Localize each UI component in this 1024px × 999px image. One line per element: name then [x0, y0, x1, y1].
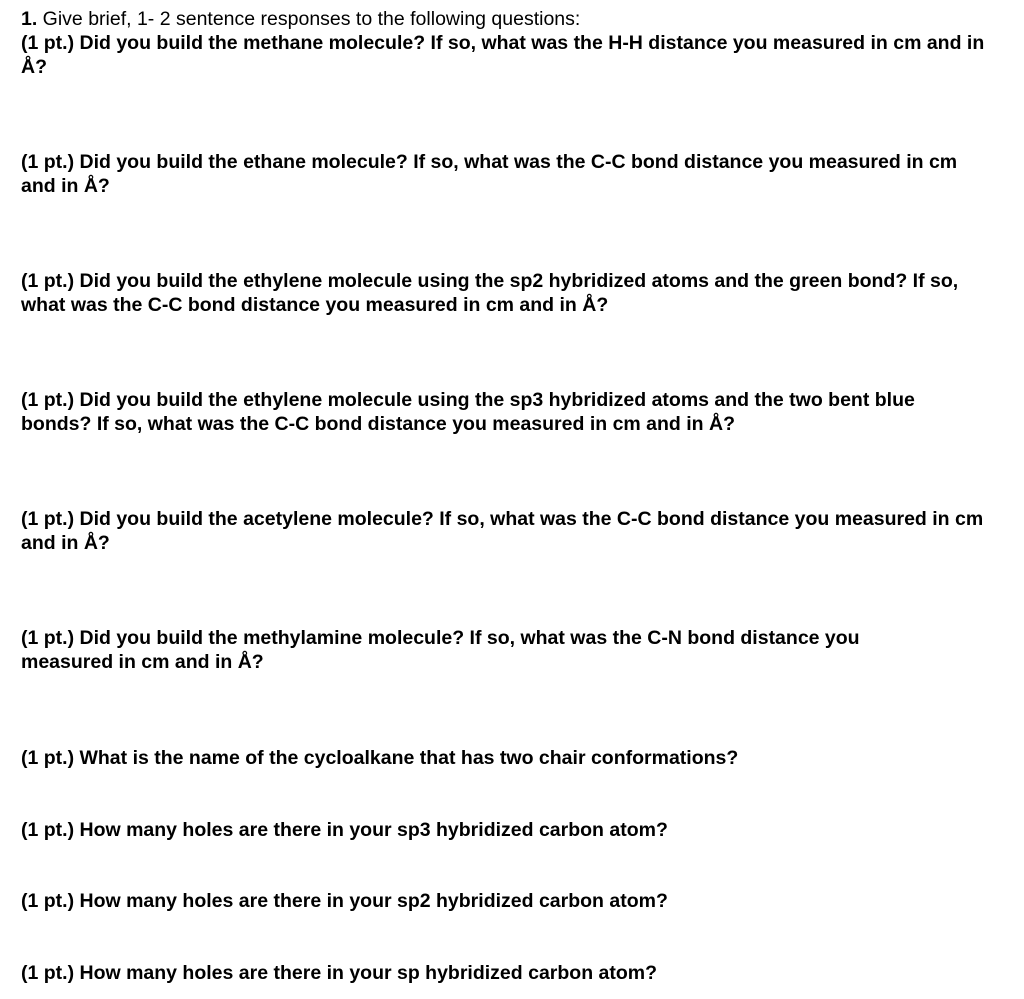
question-text: Did you build the ethylene molecule using the sp3 hybridized atoms and the two bent blue bonds? If so, what was the C-C bond distance you measured in cm and in Å? [21, 389, 915, 435]
question-points: (1 pt.) [21, 389, 75, 411]
question-acetylene [21, 507, 1021, 555]
question-text: Did you build the methane molecule? If so, what was the H-H distance you measured in cm and in Å? [21, 32, 985, 78]
question-points: (1 pt.) [21, 270, 75, 292]
question-text: Did you build the ethylene molecule using the sp2 hybridized atoms and the green bond? If so, what was the C-C bond distance you measured in cm and in Å? [21, 270, 959, 316]
question-number: 1. [21, 8, 38, 30]
question-methane [21, 31, 991, 79]
question-points: (1 pt.) [21, 508, 75, 530]
question-points: (1 pt.) [21, 627, 75, 649]
question-ethane [21, 150, 996, 198]
question-points: (1 pt.) [21, 819, 75, 841]
instructions-line [21, 7, 580, 31]
question-ethylene-sp2 [21, 269, 996, 317]
question-cycloalkane [21, 746, 1016, 770]
question-points: (1 pt.) [21, 32, 75, 54]
question-text: What is the name of the cycloalkane that has two chair conformations? [74, 747, 739, 769]
question-text: Did you build the acetylene molecule? If so, what was the C-C bond distance you measured in cm and in Å? [21, 508, 984, 554]
question-text: How many holes are there in your sp hybridized carbon atom? [74, 962, 658, 984]
question-text: How many holes are there in your sp3 hybridized carbon atom? [74, 819, 668, 841]
question-sp3-holes [21, 818, 1016, 842]
question-text: Did you build the ethane molecule? If so, what was the C-C bond distance you measured in cm and in Å? [21, 151, 958, 197]
question-text: How many holes are there in your sp2 hybridized carbon atom? [74, 890, 668, 912]
question-ethylene-sp3 [21, 388, 986, 436]
question-points: (1 pt.) [21, 962, 75, 984]
question-sp-holes [21, 961, 1016, 985]
question-points: (1 pt.) [21, 747, 75, 769]
question-points: (1 pt.) [21, 890, 75, 912]
question-text: Did you build the methylamine molecule? If so, what was the C-N bond distance you measured in cm and in Å? [21, 627, 860, 673]
instructions-text: Give brief, 1- 2 sentence responses to the following questions: [37, 8, 581, 30]
question-methylamine [21, 626, 936, 674]
question-points: (1 pt.) [21, 151, 75, 173]
question-sp2-holes [21, 889, 1016, 913]
